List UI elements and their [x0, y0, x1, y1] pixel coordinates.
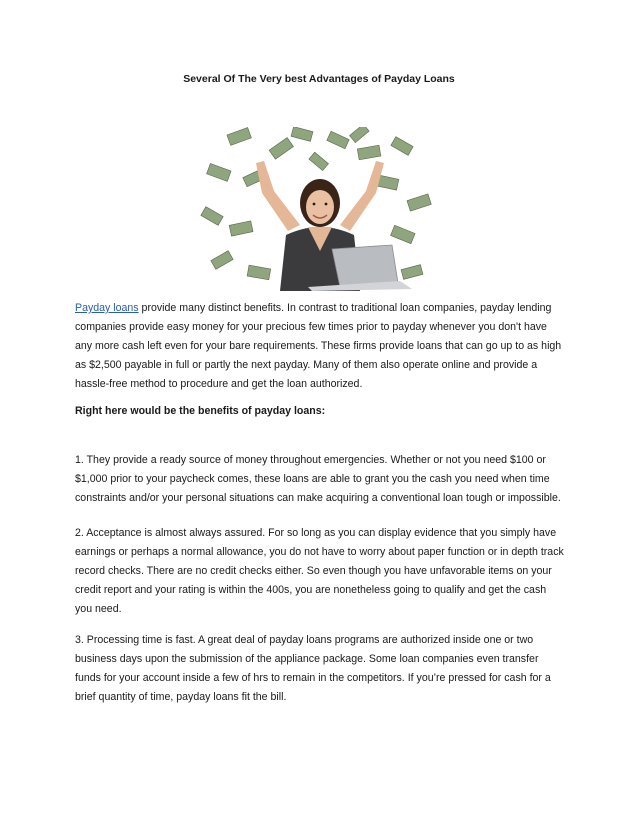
payday-loans-link[interactable]: Payday loans — [75, 302, 139, 314]
benefit-paragraph-2: 2. Acceptance is almost always assured. For so long as you can display evidence that you simply have earnings or perhaps a normal allowance, you do not have to worry about paper function or in depth track record checks. There are no credit checks either. So even though you have unfavorable items on your credit report and your rating is within the 400s, you are nonetheless going to qualify and get the cash you need. — [75, 527, 564, 615]
benefit-paragraph-1: 1. They provide a ready source of money throughout emergencies. Whether or not you need $100 or $1,000 prior to your paycheck comes, these loans are able to grant you the cash you need when time constraints and/or your personal situations can make acquiring a conventional loan tough or impossible. — [75, 454, 561, 504]
woman-with-laptop-and-flying-money-image — [200, 127, 438, 291]
intro-paragraph — [75, 299, 565, 394]
benefit-paragraph-3: 3. Processing time is fast. A great deal of payday loans programs are authorized inside one or two business days upon the submission of the appliance package. Some loan companies even transfer funds for your account inside a few of hrs to remain in the competitors. If you’re pressed for cash for a brief quantity of time, payday loans fit the bill. — [75, 634, 551, 703]
benefits-subheading: Right here would be the benefits of payday loans: — [75, 405, 326, 417]
intro-text: provide many distinct benefits. In contrast to traditional loan companies, payday lending companies provide easy money for your precious few times prior to payday whenever you don't have any more cash left even for your bare requirements. These firms provide loans that can go up to as high as $2,500 payable in full or partly the next payday. Many of them also operate online and provide a hassle-free method to procedure and get the loan authorized. — [75, 302, 562, 390]
document-title: Several Of The Very best Advantages of Payday Loans — [183, 73, 455, 85]
